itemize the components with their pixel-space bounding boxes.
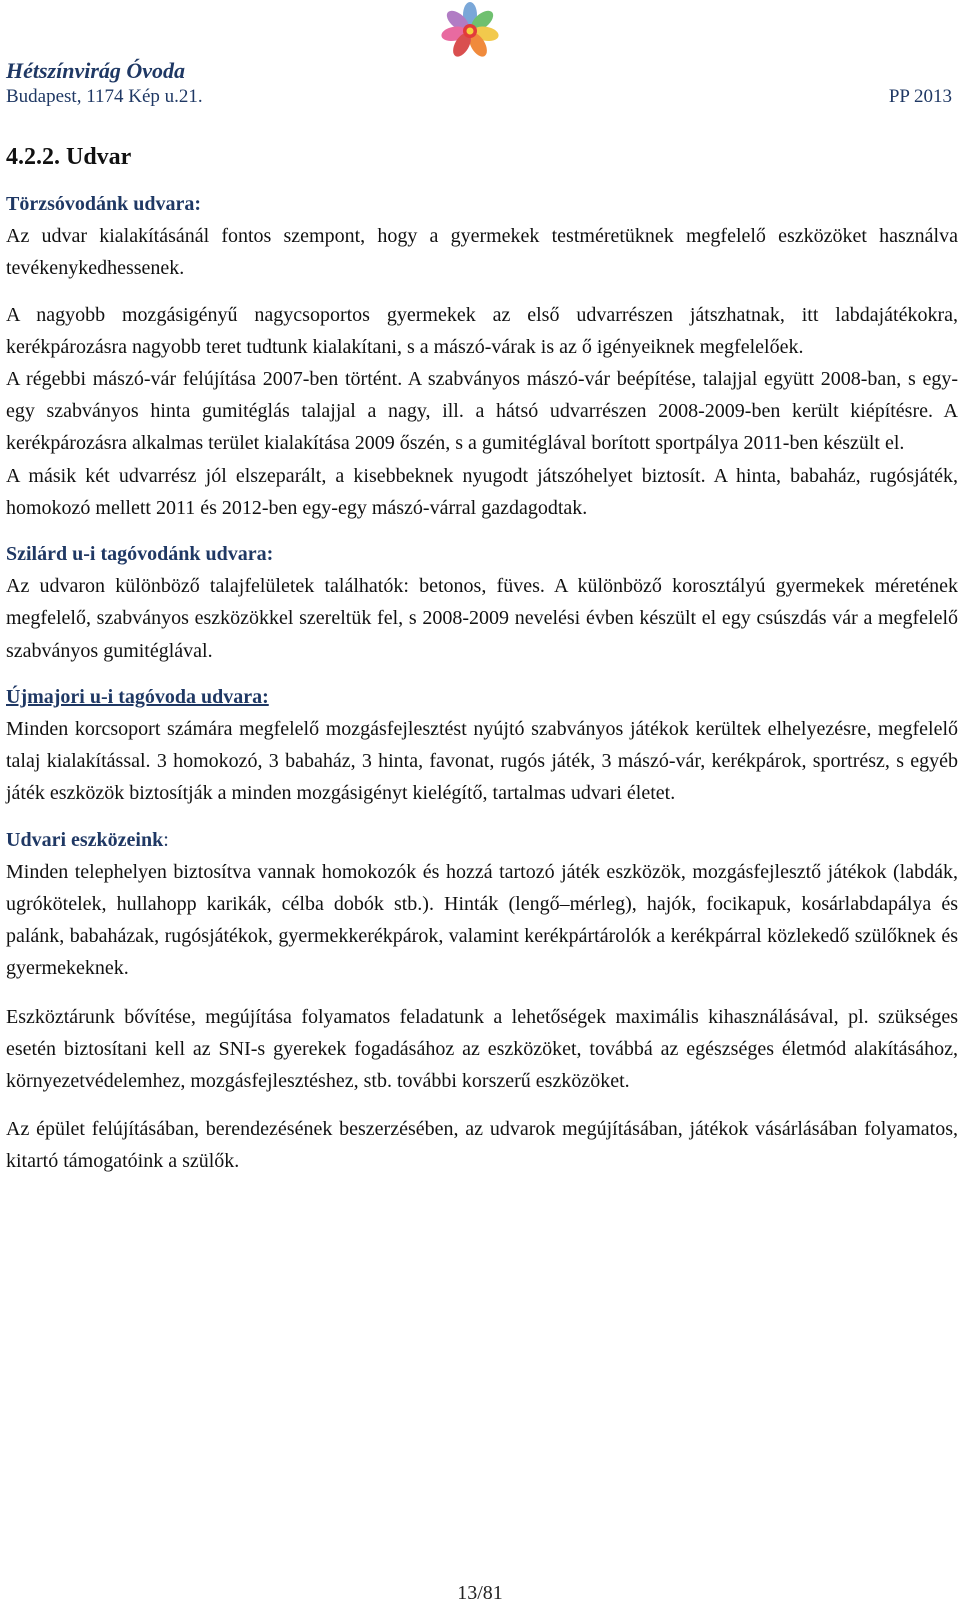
document-code: PP 2013 xyxy=(888,86,952,107)
block-title-eszkozok-colon: : xyxy=(163,828,169,851)
block-title-eszkozok-text: Udvari eszközeink xyxy=(6,828,164,851)
paragraph: Minden telephelyen biztosítva vannak homokozók és hozzá tartozó játék eszközök, mozgásfejlesztő játékok (labdák, ugrókötelek, hullahopp karikák, célba dobók stb.). Hinták (lengő–mérleg), hajók, focikapuk, kosárlabdapálya és palánk, babaházak, rugósjátékok, gyermekkerékpárok, valamint kerékpártárolók a kerékpárral közlekedő szülőknek és gyermekeknek. xyxy=(6,860,958,980)
document-body xyxy=(6,140,958,1178)
block-title-torzsovoda: Törzsóvodánk udvara: xyxy=(6,193,202,215)
paragraph: Minden korcsoport számára megfelelő mozgásfejlesztést nyújtó szabványos játékok kerültek elhelyezésre, megfelelő talaj kialakítással. 3 homokozó, 3 babaház, 3 hinta, favonat, rugós játék, 3 mászó-vár, kerékpárok, sportrész, s egyéb játék eszközök biztosítják a minden mozgásigényt kielégítő, tartalmas udvari életet. xyxy=(6,718,958,805)
paragraph: Az udvar kialakításánál fontos szempont, hogy a gyermekek testméretüknek megfelelő eszközöket használva tevékenykedhessenek. xyxy=(6,225,958,280)
block-title-szilard: Szilárd u-i tagóvodánk udvara: xyxy=(6,543,274,566)
school-name: Hétszínvirág Óvoda xyxy=(6,58,186,83)
paragraph: A másik két udvarrész jól elszeparált, a kisebbeknek nyugodt játszóhelyet biztosít. A hinta, babaház, rugósjáték, homokozó mellett 2011 és 2012-ben egy-egy mászó-várral gazdagodtak. xyxy=(6,464,958,519)
block-title-eszkozok xyxy=(6,824,958,856)
school-address: Budapest, 1174 Kép u.21. xyxy=(6,86,203,107)
paragraph: Az épület felújításában, berendezésének beszerzésében, az udvarok megújításában, játékok vásárlásában folyamatos, kitartó támogatóink a szülők. xyxy=(6,1118,958,1173)
paragraph: Az udvaron különböző talajfelületek találhatók: betonos, füves. A különböző korosztályú gyermekek méretének megfelelő, szabványos eszközökkel szereltük fel, s 2008-2009 nevelési évben készült el egy csúszdás vár a megfelelő szabványos gumitéglával. xyxy=(6,575,958,662)
paragraph: A régebbi mászó-vár felújítása 2007-ben történt. A szabványos mászó-vár beépítése, talajjal együtt 2008-ban, s egy-egy szabványos hinta gumitéglás talajjal a nagy, ill. a hátsó udvarrészen 2008-2009-ben került kiépítésre. A kerékpározásra alkalmas terület kialakítása 2009 őszén, s a gumitéglával borított sportpálya 2011-ben készült el. xyxy=(6,368,958,455)
section-heading: 4.2.2. Udvar xyxy=(6,144,132,170)
paragraph: Eszköztárunk bővítése, megújítása folyamatos feladatunk a lehetőségek maximális kihasználásával, pl. szükséges esetén biztosítani kell az SNI-s gyerekek fogadásához az eszközöket, továbbá az egészséges életmód alakításához, környezetvédelemhez, mozgásfejlesztéshez, stb. további korszerű eszközöket. xyxy=(6,1005,958,1093)
flower-logo-icon xyxy=(425,2,515,60)
block-title-ujmajori: Újmajori u-i tagóvoda udvara: xyxy=(6,685,269,708)
paragraph: A nagyobb mozgásigényű nagycsoportos gyermekek az első udvarrészen játszhatnak, itt labdajátékokra, kerékpározásra nagyobb teret tudtunk kialakítani, s a mászó-várak is az ő igényeiknek megfelelőek. xyxy=(6,303,958,358)
page-number: 13/81 xyxy=(457,1582,503,1604)
